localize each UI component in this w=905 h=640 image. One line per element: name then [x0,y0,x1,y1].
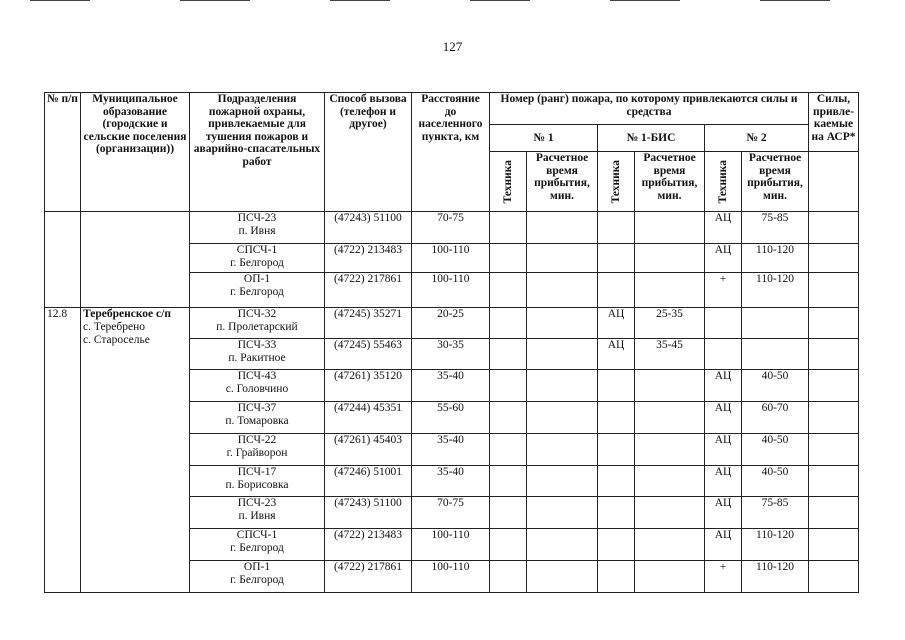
rank1-equipment-cell [490,466,527,497]
header-units: Подразделения пожарной охраны, привлекаемые для тушения пожаров и аварийно-спасательных работ [190,93,325,212]
phone-cell: (47243) 51100 [325,497,412,529]
distance-cell: 35-40 [412,434,490,466]
phone-cell: (4722) 213483 [325,244,412,273]
distance-cell: 100-110 [412,561,490,593]
distance-cell: 35-40 [412,370,490,402]
rank2-equipment-cell: АЦ [705,402,742,434]
rank2-arrival-cell: 75-85 [742,497,809,529]
asr-cell [809,339,859,370]
header-asr: Силы, привле-каемые на АСР* [809,93,859,152]
phone-cell: (47246) 51001 [325,466,412,497]
unit-cell [190,339,325,370]
rank1bis-arrival-cell [635,370,705,402]
rank1bis-equipment-cell [598,370,635,402]
unit-cell [190,561,325,593]
rank1-equipment-cell [490,529,527,561]
rank1bis-arrival-cell [635,434,705,466]
scan-edge-line [610,0,680,1]
phone-cell: (47261) 45403 [325,434,412,466]
unit-cell [190,244,325,273]
rank1bis-arrival-cell: 25-35 [635,308,705,339]
rank1bis-equipment-cell [598,244,635,273]
rank1-equipment-cell [490,402,527,434]
distance-cell: 100-110 [412,529,490,561]
asr-cell [809,212,859,244]
unit-name: ПСЧ-17 [237,466,277,478]
rank1-arrival-cell [527,434,598,466]
rank2-equipment-cell: + [705,561,742,593]
rank1-arrival-cell [527,497,598,529]
unit-location: с. Головчино [225,382,289,395]
unit-location: г. Грайворон [226,446,288,459]
rank2-arrival-cell: 110-120 [742,561,809,593]
rank2-equipment-cell: АЦ [705,466,742,497]
rank2-arrival-cell [742,339,809,370]
rank1bis-equipment-cell [598,212,635,244]
unit-name: ПСЧ-22 [237,434,277,446]
unit-cell [190,402,325,434]
rank1-equipment-cell [490,561,527,593]
scan-edge-line [330,0,390,1]
header-rank1-arrival: Расчетное время прибытия, мин. [527,152,598,212]
header-rank-1: № 1 [490,125,598,152]
scan-edge-line [30,0,90,1]
rank1-arrival-cell [527,561,598,593]
unit-location: г. Белгород [230,573,284,586]
phone-cell: (47244) 45351 [325,402,412,434]
distance-cell: 35-40 [412,466,490,497]
phone-cell: (4722) 213483 [325,529,412,561]
equipment-label: Техника [716,159,729,204]
rank2-arrival-cell: 110-120 [742,529,809,561]
distance-cell: 30-35 [412,339,490,370]
rank2-equipment-cell: АЦ [705,212,742,244]
unit-name: ПСЧ-23 [237,497,277,509]
asr-cell [809,244,859,273]
unit-cell [190,273,325,308]
header-rank-1bis: № 1-БИС [598,125,705,152]
rank1-equipment-cell [490,339,527,370]
rank1bis-equipment-cell: АЦ [598,308,635,339]
scan-edge-line [180,0,250,1]
unit-location: г. Белгород [230,256,284,269]
rank2-equipment-cell: АЦ [705,244,742,273]
scan-edge-line [760,0,830,1]
header-rank2-arrival: Расчетное время прибытия, мин. [742,152,809,212]
unit-name: ПСЧ-43 [237,370,277,382]
rank1-equipment-cell [490,497,527,529]
rank1-arrival-cell [527,466,598,497]
asr-cell [809,561,859,593]
unit-location: г. Белгород [230,285,284,298]
asr-cell [809,370,859,402]
unit-cell [190,529,325,561]
unit-location: п. Томаровка [225,414,289,427]
rank1-arrival-cell [527,273,598,308]
phone-cell: (47245) 55463 [325,339,412,370]
unit-cell [190,212,325,244]
header-call-method: Способ вызова (телефон и другое) [325,93,412,212]
rank2-arrival-cell: 75-85 [742,212,809,244]
rank1bis-equipment-cell [598,561,635,593]
rank2-arrival-cell [742,308,809,339]
municipality-cell [81,212,190,308]
rank1bis-equipment-cell [598,402,635,434]
unit-location: п. Ракитное [228,351,286,364]
rank1-arrival-cell [527,402,598,434]
rank1-arrival-cell [527,212,598,244]
rank2-arrival-cell: 40-50 [742,434,809,466]
scan-edge-line [470,0,530,1]
rank1-equipment-cell [490,308,527,339]
rank1bis-arrival-cell [635,212,705,244]
rank1-equipment-cell [490,212,527,244]
rank2-equipment-cell: АЦ [705,434,742,466]
rank1-arrival-cell [527,339,598,370]
header-rank1bis-arrival: Расчетное время прибытия, мин. [635,152,705,212]
asr-cell [809,529,859,561]
unit-cell [190,370,325,402]
header-rank-group: Номер (ранг) пожара, по которому привлекаются силы и средства [490,93,809,125]
unit-cell [190,466,325,497]
rank1-equipment-cell [490,244,527,273]
rank2-arrival-cell: 110-120 [742,244,809,273]
rank1bis-equipment-cell [598,273,635,308]
header-rank2-equipment [705,152,742,212]
rank2-arrival-cell: 40-50 [742,466,809,497]
phone-cell: (47261) 35120 [325,370,412,402]
rank1-equipment-cell [490,370,527,402]
rank1bis-arrival-cell [635,273,705,308]
header-rank1-equipment [490,152,527,212]
equipment-label: Техника [609,159,622,204]
rank2-arrival-cell: 40-50 [742,370,809,402]
header-municipality: Муниципальное образование (городские и сельские поселения (организации)) [81,93,190,212]
rank2-equipment-cell: АЦ [705,529,742,561]
phone-cell: (47243) 51100 [325,212,412,244]
unit-name: ПСЧ-23 [237,212,277,224]
rank2-equipment-cell: АЦ [705,497,742,529]
asr-cell [809,434,859,466]
rank2-equipment-cell: + [705,273,742,308]
municipality-name: Теребренское с/п [83,308,171,320]
header-distance: Расстояние до населенного пункта, км [412,93,490,212]
table-row [45,308,859,339]
header-rank1bis-equipment [598,152,635,212]
rank1bis-arrival-cell [635,561,705,593]
unit-location: г. Белгород [230,541,284,554]
rank1bis-arrival-cell: 35-45 [635,339,705,370]
rank1bis-equipment-cell [598,466,635,497]
rank1bis-arrival-cell [635,466,705,497]
rank1bis-equipment-cell [598,497,635,529]
rank2-arrival-cell: 60-70 [742,402,809,434]
distance-cell: 100-110 [412,244,490,273]
rank1-equipment-cell [490,434,527,466]
unit-cell [190,308,325,339]
phone-cell: (4722) 217861 [325,561,412,593]
unit-location: п. Пролетарский [216,320,298,333]
rank1-arrival-cell [527,308,598,339]
unit-name: ПСЧ-37 [237,402,277,414]
num-cell [45,212,81,308]
rank1bis-arrival-cell [635,402,705,434]
asr-cell [809,497,859,529]
header-asr-blank [809,152,859,212]
unit-location: п. Ивня [238,509,276,522]
distance-cell: 100-110 [412,273,490,308]
unit-cell [190,434,325,466]
rank1bis-equipment-cell: АЦ [598,339,635,370]
group-12-8 [45,308,859,593]
rank1bis-equipment-cell [598,529,635,561]
unit-name: СПСЧ-1 [236,244,278,256]
unit-location: п. Ивня [238,224,276,237]
unit-name: ОП-1 [243,273,271,285]
rank1-equipment-cell [490,273,527,308]
rank2-arrival-cell: 110-120 [742,273,809,308]
distance-cell: 70-75 [412,212,490,244]
header-num: № п/п [45,93,81,212]
rank1bis-arrival-cell [635,244,705,273]
rank1bis-arrival-cell [635,497,705,529]
asr-cell [809,308,859,339]
unit-cell [190,497,325,529]
table-row [45,212,859,244]
group-number: 12.8 [45,308,81,593]
settlement-name: с. Теребрено [83,321,146,333]
rank2-equipment-cell: АЦ [705,370,742,402]
phone-cell: (4722) 217861 [325,273,412,308]
asr-cell [809,273,859,308]
rank1-arrival-cell [527,529,598,561]
header-rank-2: № 2 [705,125,809,152]
fire-response-table [44,92,859,593]
rank1-arrival-cell [527,244,598,273]
municipality-cell [81,308,190,593]
unit-name: ПСЧ-33 [237,339,277,351]
phone-cell: (47245) 35271 [325,308,412,339]
asr-cell [809,402,859,434]
distance-cell: 70-75 [412,497,490,529]
unit-name: ОП-1 [243,561,271,573]
rank1bis-arrival-cell [635,529,705,561]
unit-name: ПСЧ-32 [237,308,277,320]
unit-location: п. Борисовка [225,478,289,491]
rank1-arrival-cell [527,370,598,402]
page-number: 127 [442,39,463,54]
rank2-equipment-cell [705,308,742,339]
group-continued [45,212,859,308]
distance-cell: 55-60 [412,402,490,434]
rank2-equipment-cell [705,339,742,370]
distance-cell: 20-25 [412,308,490,339]
unit-name: СПСЧ-1 [236,529,278,541]
equipment-label: Техника [501,159,514,204]
rank1bis-equipment-cell [598,434,635,466]
asr-cell [809,466,859,497]
settlement-name: с. Староселье [83,334,150,346]
